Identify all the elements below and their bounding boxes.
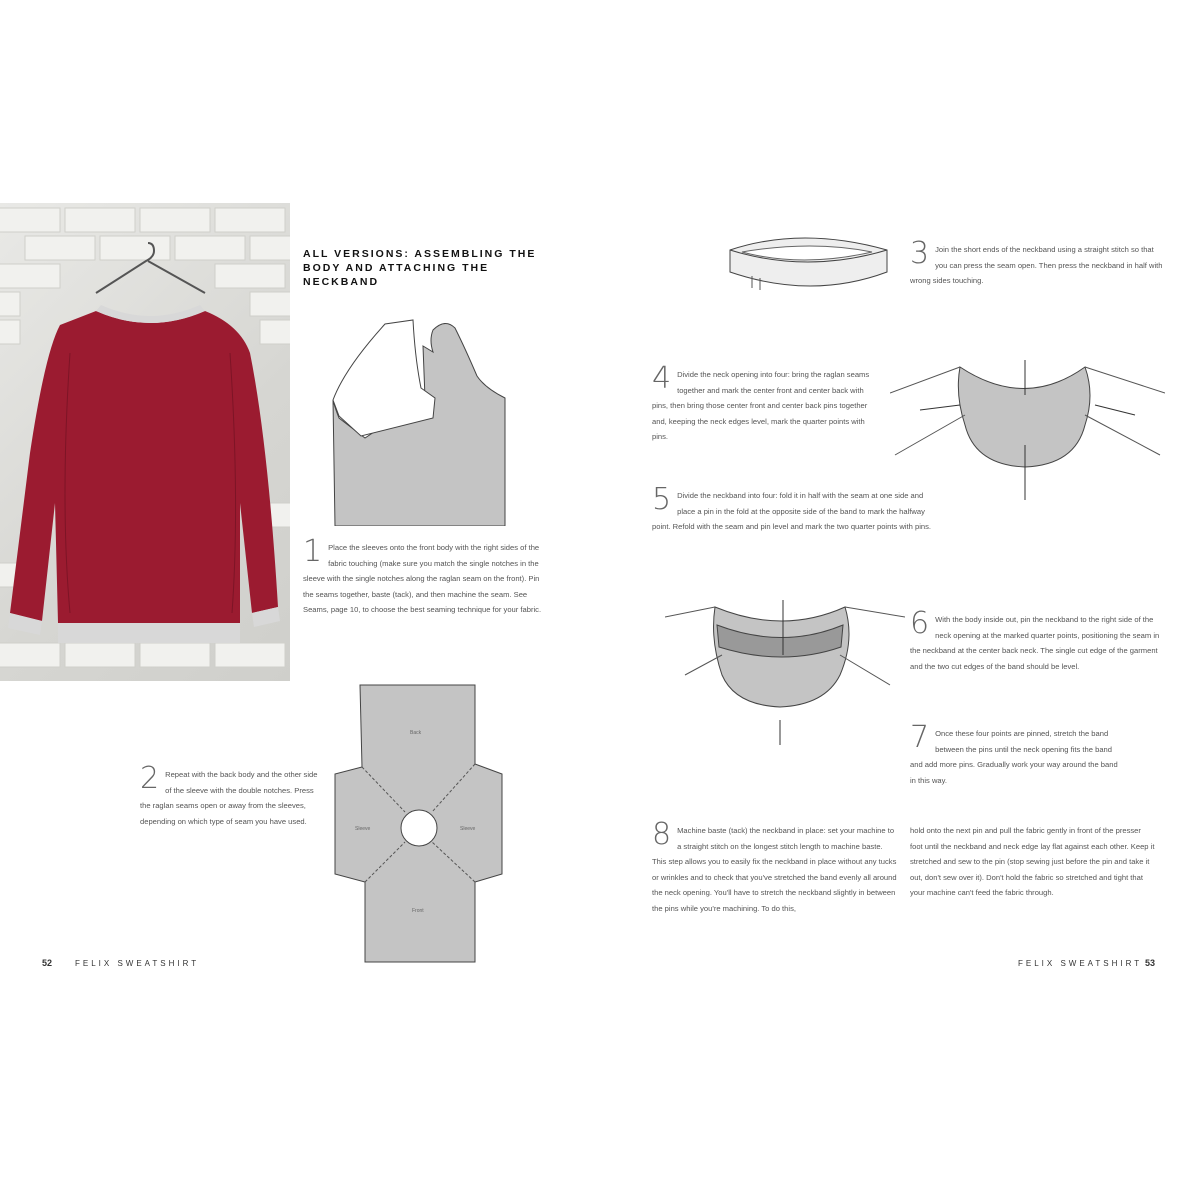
assembled-pattern-diagram xyxy=(330,682,510,967)
step-2: 2 Repeat with the back body and the other side of the sleeve with the double notches. Press the raglan seams open or away from the sleeves, depending on which type of seam you have used. xyxy=(140,761,318,826)
neck-opening-pins-diagram xyxy=(890,355,1165,505)
raglan-sleeve-diagram xyxy=(325,318,510,526)
step-3: 3 Join the short ends of the neckband using a straight stitch so that you can press the seam open. Then press the neckband in half with wrong sides touching. xyxy=(910,236,1163,285)
step-6: 6 With the body inside out, pin the neckband to the right side of the neck opening at the marked quarter points, positioning the seam in the neckband at the center back neck. The single cut edge of the garment and the two cut edges of the band should be level. xyxy=(910,606,1160,671)
step-1: 1 Place the sleeves onto the front body with the right sides of the fabric touching (make sure you match the single notches in the sleeve with the single notches along the raglan seam on the front). Pin the seams together, baste (tack), and then machine the seam. See Seams, page 10, to choose the best seaming technique for your fabric. xyxy=(303,534,542,614)
step-4: 4 Divide the neck opening into four: bring the raglan seams together and mark the center front and center back with pins, then bring those center front and center back pins together and, keeping the neck edges level, mark the quarter points with pins. xyxy=(652,361,870,441)
section-heading: ALL VERSIONS: ASSEMBLING THE BODY AND ATTACHING THE NECKBAND xyxy=(303,248,537,288)
label-front: Front xyxy=(412,908,424,914)
step-8: 8 Machine baste (tack) the neckband in place: set your machine to a straight stitch on the longest stitch length to machine baste. This step allows you to easily fix the neckband in place without any tucks or wrinkles and to check that you've stretched the band evenly all around the neck opening. You'll have to stretch the neckband slightly in between the pins while you're machining. To do this, xyxy=(652,817,897,913)
hanging-sweatshirt-image xyxy=(0,203,290,681)
page-number-left: 52 xyxy=(42,958,53,968)
step-7: 7 Once these four points are pinned, stretch the band between the pins until the neck opening fits the band and add more pins. Gradually work your way around the band in this way. xyxy=(910,720,1118,785)
page-number-right: 53 xyxy=(1145,958,1156,968)
step-8-continued: hold onto the next pin and pull the fabric gently in front of the presser foot until the neckband and neck edge lay flat against each other. Keep it stretched and sew to the pin (stop sewing just before the pin and take it out, don't sew over it). Don't hold the fabric so stretched and tight that your machine can't feed the fabric through. xyxy=(910,826,1155,897)
neckband-loop-diagram xyxy=(722,232,897,297)
neckband-pinned-diagram xyxy=(665,595,905,750)
label-sleeve-left: Sleeve xyxy=(355,826,371,832)
label-back: Back xyxy=(410,730,422,736)
sweatshirt-photo xyxy=(0,203,290,681)
step-5: 5 Divide the neckband into four: fold it in half with the seam at one side and place a pin in the fold at the opposite side of the band to mark the halfway point. Refold with the seam and pin level and mark the two quarter points with pins. xyxy=(652,482,932,531)
running-title-left: FELIX SWEATSHIRT xyxy=(75,959,200,968)
label-sleeve-right: Sleeve xyxy=(460,826,476,832)
running-title-right: FELIX SWEATSHIRT xyxy=(1018,959,1143,968)
